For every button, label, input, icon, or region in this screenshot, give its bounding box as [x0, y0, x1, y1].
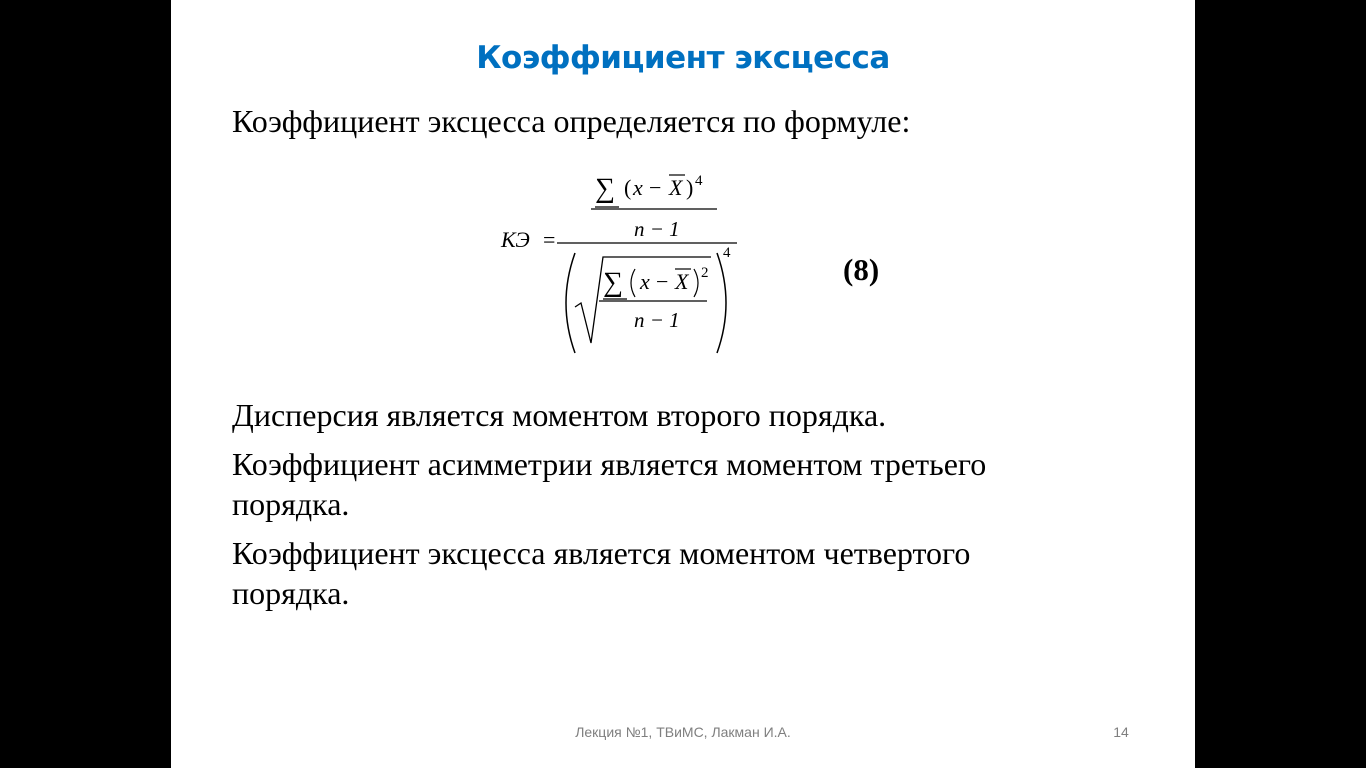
inner-right-paren — [694, 269, 698, 297]
equation-number: (8) — [843, 252, 880, 287]
numerator-sum: ∑ — [595, 173, 615, 204]
slide-number: 14 — [1113, 724, 1129, 740]
formula-lhs: КЭ — [501, 227, 530, 252]
inner-left-paren — [631, 269, 635, 297]
inner-sum: ∑ — [603, 267, 623, 298]
paragraph-asymmetry: Коэффициент асимметрии является моментом третьего порядка. — [232, 446, 987, 522]
numerator-mean: X — [669, 175, 683, 200]
inner-mean: X — [675, 269, 689, 294]
numerator-close-paren: ) — [686, 175, 694, 200]
numerator-minus: − — [649, 175, 662, 200]
inner-power: 2 — [701, 265, 709, 281]
paragraph-dispersion: Дисперсия является моментом второго порядка. — [232, 397, 887, 433]
outer-power: 4 — [723, 245, 731, 261]
inner-x: x — [640, 269, 650, 294]
big-right-paren — [717, 253, 726, 353]
inner-minus: − — [656, 269, 669, 294]
numerator-x: x — [633, 175, 643, 200]
kurtosis-formula — [491, 165, 751, 365]
slide — [171, 0, 1195, 768]
footer-lecture-info: Лекция №1, ТВиМС, Лакман И.А. — [575, 724, 791, 740]
big-left-paren — [566, 253, 575, 353]
slide-title: Коэффициент эксцесса — [476, 40, 890, 76]
numerator-power: 4 — [695, 173, 703, 189]
formula-equals: = — [543, 227, 556, 252]
numerator-denominator: n − 1 — [634, 217, 680, 241]
intro-text: Коэффициент эксцесса определяется по формуле: — [232, 103, 911, 139]
paragraph-kurtosis: Коэффициент эксцесса является моментом четвертого порядка. — [232, 535, 971, 611]
numerator-open-paren: ( — [624, 175, 632, 200]
inner-denominator: n − 1 — [634, 308, 680, 332]
